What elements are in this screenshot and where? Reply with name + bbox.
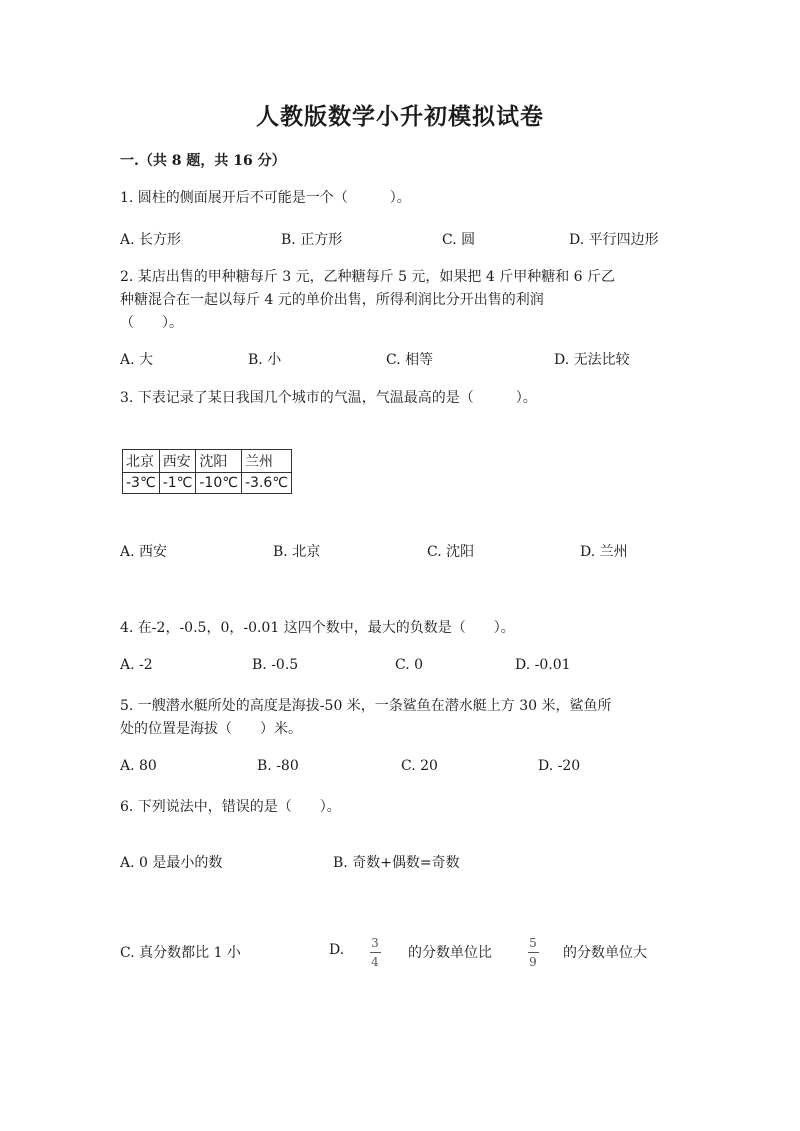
question-6-option-d-text-2: 的分数单位大 [563, 945, 647, 961]
table-cell-temp: -3℃ [123, 473, 160, 494]
question-3-option-b: B. 北京 [273, 544, 321, 560]
question-5-option-b: B. -80 [257, 758, 299, 774]
question-2-option-c: C. 相等 [386, 352, 434, 368]
question-3-option-a: A. 西安 [120, 544, 168, 560]
table-row-temps [123, 473, 292, 494]
question-6-option-c: C. 真分数都比 1 小 [120, 945, 241, 961]
question-1-option-a: A. 长方形 [120, 232, 182, 248]
question-5-option-a: A. 80 [120, 758, 157, 774]
question-2-option-d: D. 无法比较 [554, 352, 630, 368]
question-4-stem: 4. 在-2，-0.5，0，-0.01 这四个数中，最大的负数是（ ）。 [120, 620, 515, 636]
fraction-numerator: 3 [371, 936, 379, 950]
question-5-stem-line-2: 处的位置是海拔（ ）米。 [120, 721, 302, 737]
table-cell-city: 沈阳 [196, 450, 242, 473]
question-1-option-c: C. 圆 [442, 232, 476, 248]
table-cell-city: 西安 [159, 450, 196, 473]
fraction-denominator: 9 [529, 955, 537, 969]
question-1-stem: 1. 圆柱的侧面展开后不可能是一个（ ）。 [120, 190, 411, 206]
page-title: 人教版数学小升初模拟试卷 [256, 103, 544, 130]
question-6-option-d: D. [329, 942, 345, 958]
question-2-option-a: A. 大 [120, 352, 154, 368]
fraction-five-ninths [525, 936, 541, 969]
temperature-table [122, 449, 292, 494]
question-3-option-c: C. 沈阳 [427, 544, 475, 560]
question-2-option-b: B. 小 [248, 352, 282, 368]
question-5-option-c: C. 20 [401, 758, 438, 774]
fraction-bar [528, 952, 539, 953]
question-5-option-d: D. -20 [538, 758, 581, 774]
fraction-bar [370, 952, 381, 953]
question-1-option-d: D. 平行四边形 [569, 232, 659, 248]
question-2-stem-line-3: （ ）。 [120, 315, 183, 331]
question-3-option-d: D. 兰州 [580, 544, 628, 560]
table-cell-temp: -1℃ [159, 473, 196, 494]
question-4-option-a: A. -2 [120, 657, 153, 673]
question-4-option-d: D. -0.01 [515, 657, 571, 673]
question-6-option-a: A. 0 是最小的数 [120, 855, 223, 871]
section-heading: 一.（共 8 题，共 16 分） [120, 153, 286, 169]
fraction-denominator: 4 [371, 955, 379, 969]
question-2-stem-line-1: 2. 某店出售的甲种糖每斤 3 元，乙种糖每斤 5 元，如果把 4 斤甲种糖和 6 斤乙 [120, 269, 616, 285]
question-6-option-b: B. 奇数+偶数=奇数 [333, 855, 460, 871]
table-cell-temp: -10℃ [196, 473, 242, 494]
question-2-stem-line-2: 种糖混合在一起以每斤 4 元的单价出售，所得利润比分开出售的利润 [120, 292, 544, 308]
table-cell-city: 兰州 [241, 450, 291, 473]
question-6-option-d-text-1: 的分数单位比 [408, 945, 492, 961]
question-4-option-b: B. -0.5 [252, 657, 299, 673]
table-row-cities [123, 450, 292, 473]
question-4-option-c: C. 0 [395, 657, 424, 673]
question-5-stem-line-1: 5. 一艘潜水艇所处的高度是海拔-50 米，一条鲨鱼在潜水艇上方 30 米，鲨鱼所 [120, 698, 612, 714]
fraction-three-quarters [367, 936, 383, 969]
table-cell-temp: -3.6℃ [241, 473, 291, 494]
question-3-stem: 3. 下表记录了某日我国几个城市的气温，气温最高的是（ ）。 [120, 390, 537, 406]
question-1-option-b: B. 正方形 [281, 232, 343, 248]
fraction-numerator: 5 [529, 936, 537, 950]
table-cell-city: 北京 [123, 450, 160, 473]
question-6-stem: 6. 下列说法中，错误的是（ ）。 [120, 799, 341, 815]
